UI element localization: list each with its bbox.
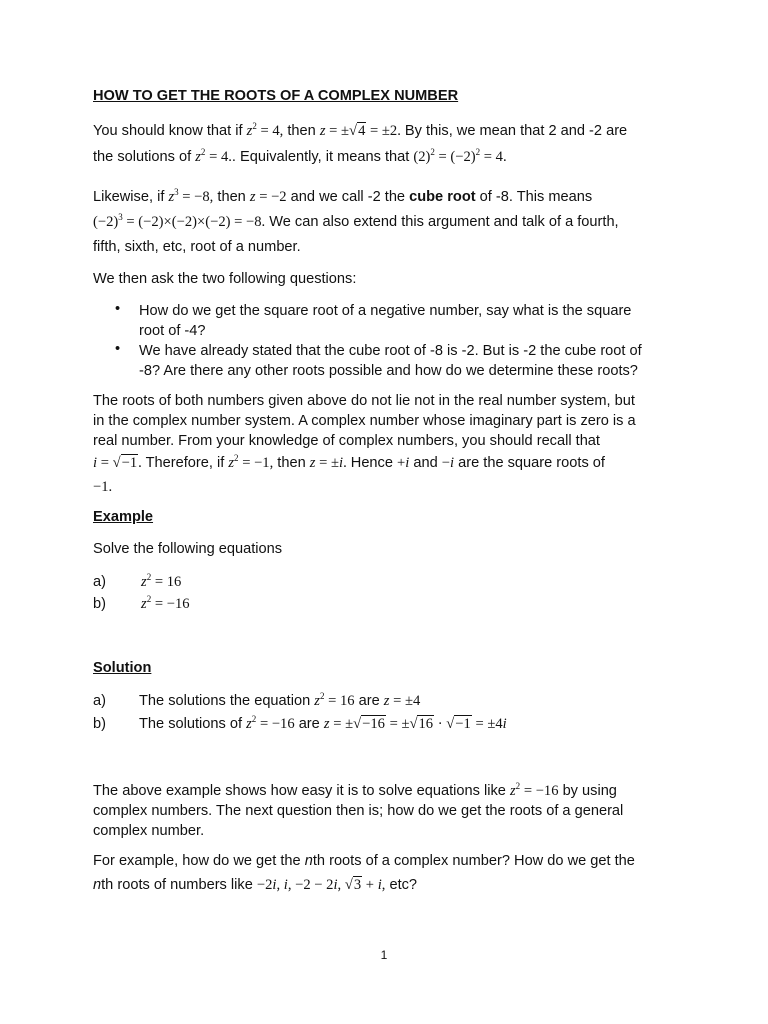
equation: $z^3 = -8$, [168, 187, 214, 205]
page-number: 1 [380, 948, 388, 962]
page-title: HOW TO GET THE ROOTS OF A COMPLEX NUMBER [93, 88, 459, 104]
paragraph-nth-roots-line-1: For example, how do we get the nth roots of a complex number? How do we get the [93, 853, 635, 869]
paragraph-roots-line-1: The roots of both numbers given above do not lie not in the real number system, but [93, 393, 635, 409]
equation: z = ±i. [309, 455, 347, 471]
paragraph-nth-roots-line-2: nth roots of numbers like −2i, i, −2 − 2i, √3 + i, etc? [93, 877, 418, 893]
paragraph-questions-intro: We then ask the two following questions: [93, 271, 357, 287]
equation: z = ±√4 = ±2. [319, 123, 401, 139]
solution-item-a: The solutions the equation $z^2 = 16$ are z = ±4 [139, 691, 421, 709]
equation: $(2)^2 = (-2)^2 = 4$. [413, 147, 507, 165]
paragraph-roots-line-2: in the complex number system. A complex number whose imaginary part is zero is a [93, 413, 636, 429]
paragraph-cube-line-1: Likewise, if $z^3 = -8$, then z = −2 and we call -2 the cube root of -8. This means [93, 187, 593, 205]
equation: $z^2 = 16$ [314, 691, 355, 709]
example-heading: Example [93, 509, 154, 525]
paragraph-intro-line-1: You should know that if $z^2 = 4$, then z = ±√4 = ±2. By this, we mean that 2 and -2 are [93, 121, 628, 139]
solution-item-b: The solutions of $z^2 = -16$ are z = ±√−16 = ±√16 · √−1 = ±4i [139, 714, 507, 732]
equation: +i [397, 455, 410, 471]
example-item-label: b) [93, 596, 106, 612]
paragraph-roots-line-5: −1. [93, 479, 113, 495]
equation: −i [441, 455, 455, 471]
paragraph-summary-line-1: The above example shows how easy it is to solve equations like $z^2 = -16$ by using [93, 781, 617, 799]
paragraph-cube-line-2: $(-2)^3 = (-2)\times(-2)\times(-2) = -8$. We can also extend this argument and talk of a fourth, [93, 212, 619, 230]
equation: z = ±√−16 = ±√16 · √−1 = ±4i [323, 716, 507, 732]
bullet-item-2-line-1: We have already stated that the cube root of -8 is -2. But is -2 the cube root of [139, 343, 642, 359]
equation: i = √−1. [93, 455, 142, 471]
paragraph-roots-line-3: real number. From your knowledge of complex numbers, you should recall that [93, 433, 600, 449]
bullet-item-1-line-2: root of -4? [139, 323, 206, 339]
example-intro: Solve the following equations [93, 541, 283, 557]
paragraph-intro-line-2: the solutions of $z^2 = 4$.. Equivalently, it means that $(2)^2 = (-2)^2 = 4$. [93, 147, 507, 165]
equation: $z^2 = -16$ [246, 714, 295, 732]
paragraph-summary-line-3: complex number. [93, 823, 205, 839]
bold-term: cube root [409, 189, 476, 205]
equation: $z^2 = 4$, [246, 121, 284, 139]
equation: z = −2 [249, 189, 287, 205]
paragraph-roots-line-4: i = √−1. Therefore, if $z^2 = -1$, then z = ±i. Hence +i and −i are the square roots of [93, 453, 605, 471]
example-item-equation: $z^2 = -16$ [141, 594, 190, 612]
equation: $(-2)^3 = (-2)\times(-2)\times(-2) = -8$. [93, 212, 266, 230]
bullet-dot: • [115, 301, 121, 317]
paragraph-summary-line-2: complex numbers. The next question then is; how do we get the roots of a general [93, 803, 624, 819]
solution-item-label: a) [93, 693, 106, 709]
example-item-label: a) [93, 574, 106, 590]
paragraph-cube-line-3: fifth, sixth, etc, root of a number. [93, 239, 301, 255]
equation: $z^2 = -1$, [228, 453, 274, 471]
equation: z = ±4 [383, 693, 421, 709]
equation: $z^2 = 4$. [195, 147, 232, 165]
solution-item-label: b) [93, 716, 106, 732]
equation: −2i, i, −2 − 2i, √3 + i, [256, 877, 386, 893]
equation: $z^2 = -16$ [509, 781, 559, 799]
solution-heading: Solution [93, 660, 152, 676]
bullet-item-1-line-1: How do we get the square root of a negative number, say what is the square [139, 303, 632, 319]
bullet-item-2-line-2: -8? Are there any other roots possible and how do we determine these roots? [139, 363, 638, 379]
example-item-equation: $z^2 = 16$ [141, 572, 182, 590]
bullet-dot: • [115, 341, 121, 357]
